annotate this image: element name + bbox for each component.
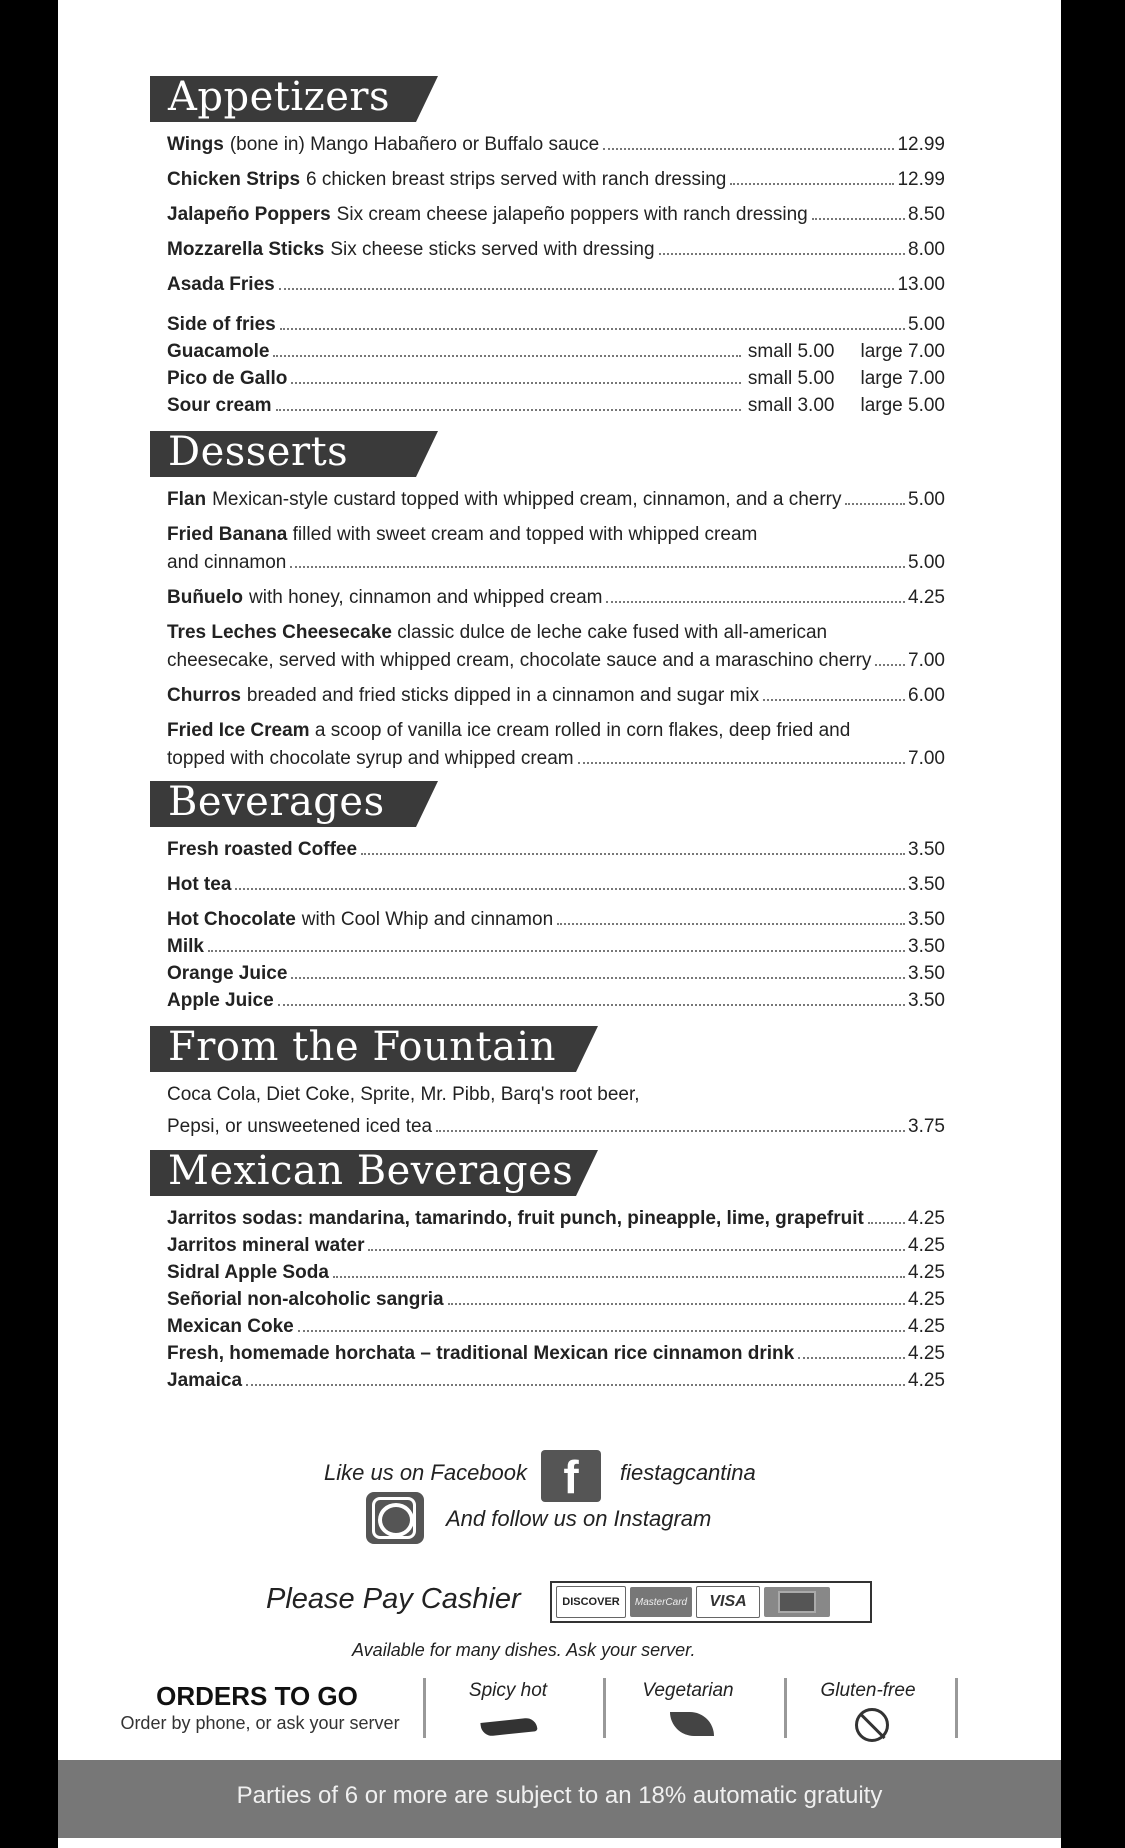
appetizers-header [150, 76, 945, 122]
item-name: Jarritos sodas: mandarina, tamarindo, fruit punch, pineapple, lime, grapefruit [167, 1208, 864, 1229]
menu-item [167, 202, 945, 228]
menu-item [167, 1287, 945, 1313]
item-name: Hot tea [167, 874, 232, 895]
chili-pepper-icon [480, 1717, 537, 1737]
item-price: 4.25 [908, 1235, 945, 1256]
desserts-title: Desserts [168, 429, 349, 475]
item-price: 3.50 [908, 936, 945, 957]
menu-item: Buñuelo with honey, cinnamon and whipped cream 4.25 [167, 587, 945, 608]
menu-item [167, 1206, 945, 1232]
instagram-text: And follow us on Instagram [446, 1506, 712, 1531]
large-price: large 5.00 [860, 395, 945, 416]
menu-item [167, 934, 945, 960]
item-price: 3.50 [908, 839, 945, 860]
item-price: 4.25 [908, 1262, 945, 1283]
menu-item [167, 1260, 945, 1286]
item-price: 12.99 [897, 169, 945, 190]
item-name: Mozzarella Sticks [167, 239, 325, 260]
large-price: large 7.00 [860, 341, 945, 362]
item-description: with Cool Whip and cinnamon [301, 909, 554, 930]
menu-item [167, 339, 945, 365]
appetizer-list [150, 132, 945, 298]
item-name: Jarritos mineral water [167, 1235, 365, 1256]
menu-item [167, 988, 945, 1014]
menu-item [167, 837, 945, 863]
menu-item [167, 1368, 945, 1394]
item-description: Six cream cheese jalapeño poppers with ranch dressing [336, 204, 808, 225]
menu-item [167, 872, 945, 898]
gluten-free-label: Gluten-free [820, 1680, 916, 1701]
menu-item: topped with chocolate syrup and whipped cream 7.00 [167, 748, 945, 769]
beverage-list [150, 837, 945, 1014]
item-price: 4.25 [908, 1316, 945, 1337]
item-price: 12.99 [897, 134, 945, 155]
item-name: Mexican Coke [167, 1316, 294, 1337]
no-gluten-icon [855, 1708, 889, 1742]
orders-to-go-title: ORDERS TO GO [156, 1681, 358, 1711]
item-name: Fresh roasted Coffee [167, 839, 358, 860]
discover-card-icon: DISCOVER [556, 1586, 626, 1618]
item-price: 13.00 [897, 274, 945, 295]
item-price: 3.50 [908, 874, 945, 895]
menu-item [167, 393, 945, 419]
item-price: 4.25 [908, 1343, 945, 1364]
menu-item: cheesecake, served with whipped cream, chocolate sauce and a maraschino cherry 7.00 [167, 650, 945, 671]
item-name: Señorial non-alcoholic sangria [167, 1289, 444, 1310]
fountain-title: From the Fountain [168, 1024, 556, 1070]
small-price: small 5.00 [747, 368, 835, 389]
legend-divider [955, 1678, 958, 1738]
facebook-text: Like us on Facebook [324, 1460, 528, 1485]
orders-to-go-subtitle: Order by phone, or ask your server [120, 1713, 400, 1733]
menu-item [167, 1314, 945, 1340]
legend-divider [423, 1678, 426, 1738]
menu-item [167, 1233, 945, 1259]
available-note: Available for many dishes. Ask your server. [352, 1640, 696, 1660]
item-name: Guacamole [167, 341, 270, 362]
appetizers-title: Appetizers [168, 74, 391, 120]
item-price: 3.50 [908, 963, 945, 984]
item-price: 3.50 [908, 909, 945, 930]
menu-item [167, 132, 945, 158]
item-price: 5.00 [908, 314, 945, 335]
menu-item [167, 366, 945, 392]
item-name: Wings [167, 134, 224, 155]
pay-cashier-text: Please Pay Cashier [266, 1583, 521, 1615]
beverages-header [150, 781, 945, 827]
menu-item-line: Tres Leches Cheesecake classic dulce de leche cake fused with all-american [167, 622, 828, 643]
beverages-title: Beverages [168, 779, 385, 825]
item-price: 4.25 [908, 1289, 945, 1310]
legend-divider [784, 1678, 787, 1738]
item-description: (bone in) Mango Habañero or Buffalo sauce [229, 134, 600, 155]
fountain-header [150, 1026, 945, 1072]
mastercard-icon: MasterCard [630, 1587, 692, 1617]
visa-card-icon: VISA [696, 1586, 760, 1618]
menu-item [167, 272, 945, 298]
item-description: Six cheese sticks served with dressing [330, 239, 655, 260]
item-price: 4.25 [908, 1208, 945, 1229]
leaf-icon [670, 1712, 714, 1736]
vegetarian-label: Vegetarian [642, 1680, 734, 1701]
menu-item: Churros breaded and fried sticks dipped in a cinnamon and sugar mix 6.00 [167, 685, 945, 706]
menu-item [167, 237, 945, 263]
gratuity-text: Parties of 6 or more are subject to an 18% automatic gratuity [236, 1782, 883, 1809]
item-name: Sidral Apple Soda [167, 1262, 329, 1283]
item-price: 3.50 [908, 990, 945, 1011]
item-name: Pico de Gallo [167, 368, 288, 389]
menu-content [150, 76, 945, 1395]
mexican-header [150, 1150, 945, 1196]
item-name: Milk [167, 936, 204, 957]
legend-divider [603, 1678, 606, 1738]
small-price: small 5.00 [747, 341, 835, 362]
item-name: Orange Juice [167, 963, 288, 984]
item-name: Sour cream [167, 395, 272, 416]
menu-item [167, 167, 945, 193]
mexican-list [150, 1206, 945, 1394]
menu-item: Pepsi, or unsweetened iced tea 3.75 [167, 1116, 945, 1137]
instagram-icon[interactable] [366, 1492, 424, 1544]
menu-item: Flan Mexican-style custard topped with whipped cream, cinnamon, and a cherry 5.00 [167, 489, 945, 510]
menu-item-line: Fried Banana filled with sweet cream and topped with whipped cream [167, 524, 758, 545]
mexican-title: Mexican Beverages [168, 1148, 574, 1194]
large-price: large 7.00 [860, 368, 945, 389]
item-price: 8.50 [908, 204, 945, 225]
menu-item-line: Fried Ice Cream a scoop of vanilla ice cream rolled in corn flakes, deep fried and [167, 720, 851, 741]
item-description: 6 chicken breast strips served with ranch dressing [306, 169, 727, 190]
small-price: small 3.00 [747, 395, 835, 416]
menu-item [167, 312, 945, 338]
item-name: Fresh, homemade horchata – traditional Mexican rice cinnamon drink [167, 1343, 795, 1364]
gratuity-footer [58, 1760, 1061, 1838]
payment-cards [550, 1581, 872, 1623]
menu-item: and cinnamon 5.00 [167, 552, 945, 573]
sides-list [150, 312, 945, 419]
menu-item [167, 1341, 945, 1367]
menu-item [167, 961, 945, 987]
item-price: 8.00 [908, 239, 945, 260]
item-name: Side of fries [167, 314, 276, 335]
item-name: Chicken Strips [167, 169, 301, 190]
facebook-handle: fiestagcantina [620, 1460, 756, 1485]
item-name: Apple Juice [167, 990, 274, 1011]
item-name: Asada Fries [167, 274, 275, 295]
item-name: Jalapeño Poppers [167, 204, 331, 225]
spicy-label: Spicy hot [468, 1680, 548, 1701]
menu-item [167, 907, 945, 933]
menu-page [58, 0, 1061, 1848]
amex-card-icon [764, 1587, 830, 1617]
desserts-header [150, 431, 945, 477]
fountain-line: Coca Cola, Diet Coke, Sprite, Mr. Pibb, Barq's root beer, [167, 1084, 640, 1105]
item-price: 4.25 [908, 1370, 945, 1391]
facebook-icon[interactable]: f [541, 1450, 601, 1502]
item-name: Jamaica [167, 1370, 243, 1391]
item-name: Hot Chocolate [167, 909, 296, 930]
